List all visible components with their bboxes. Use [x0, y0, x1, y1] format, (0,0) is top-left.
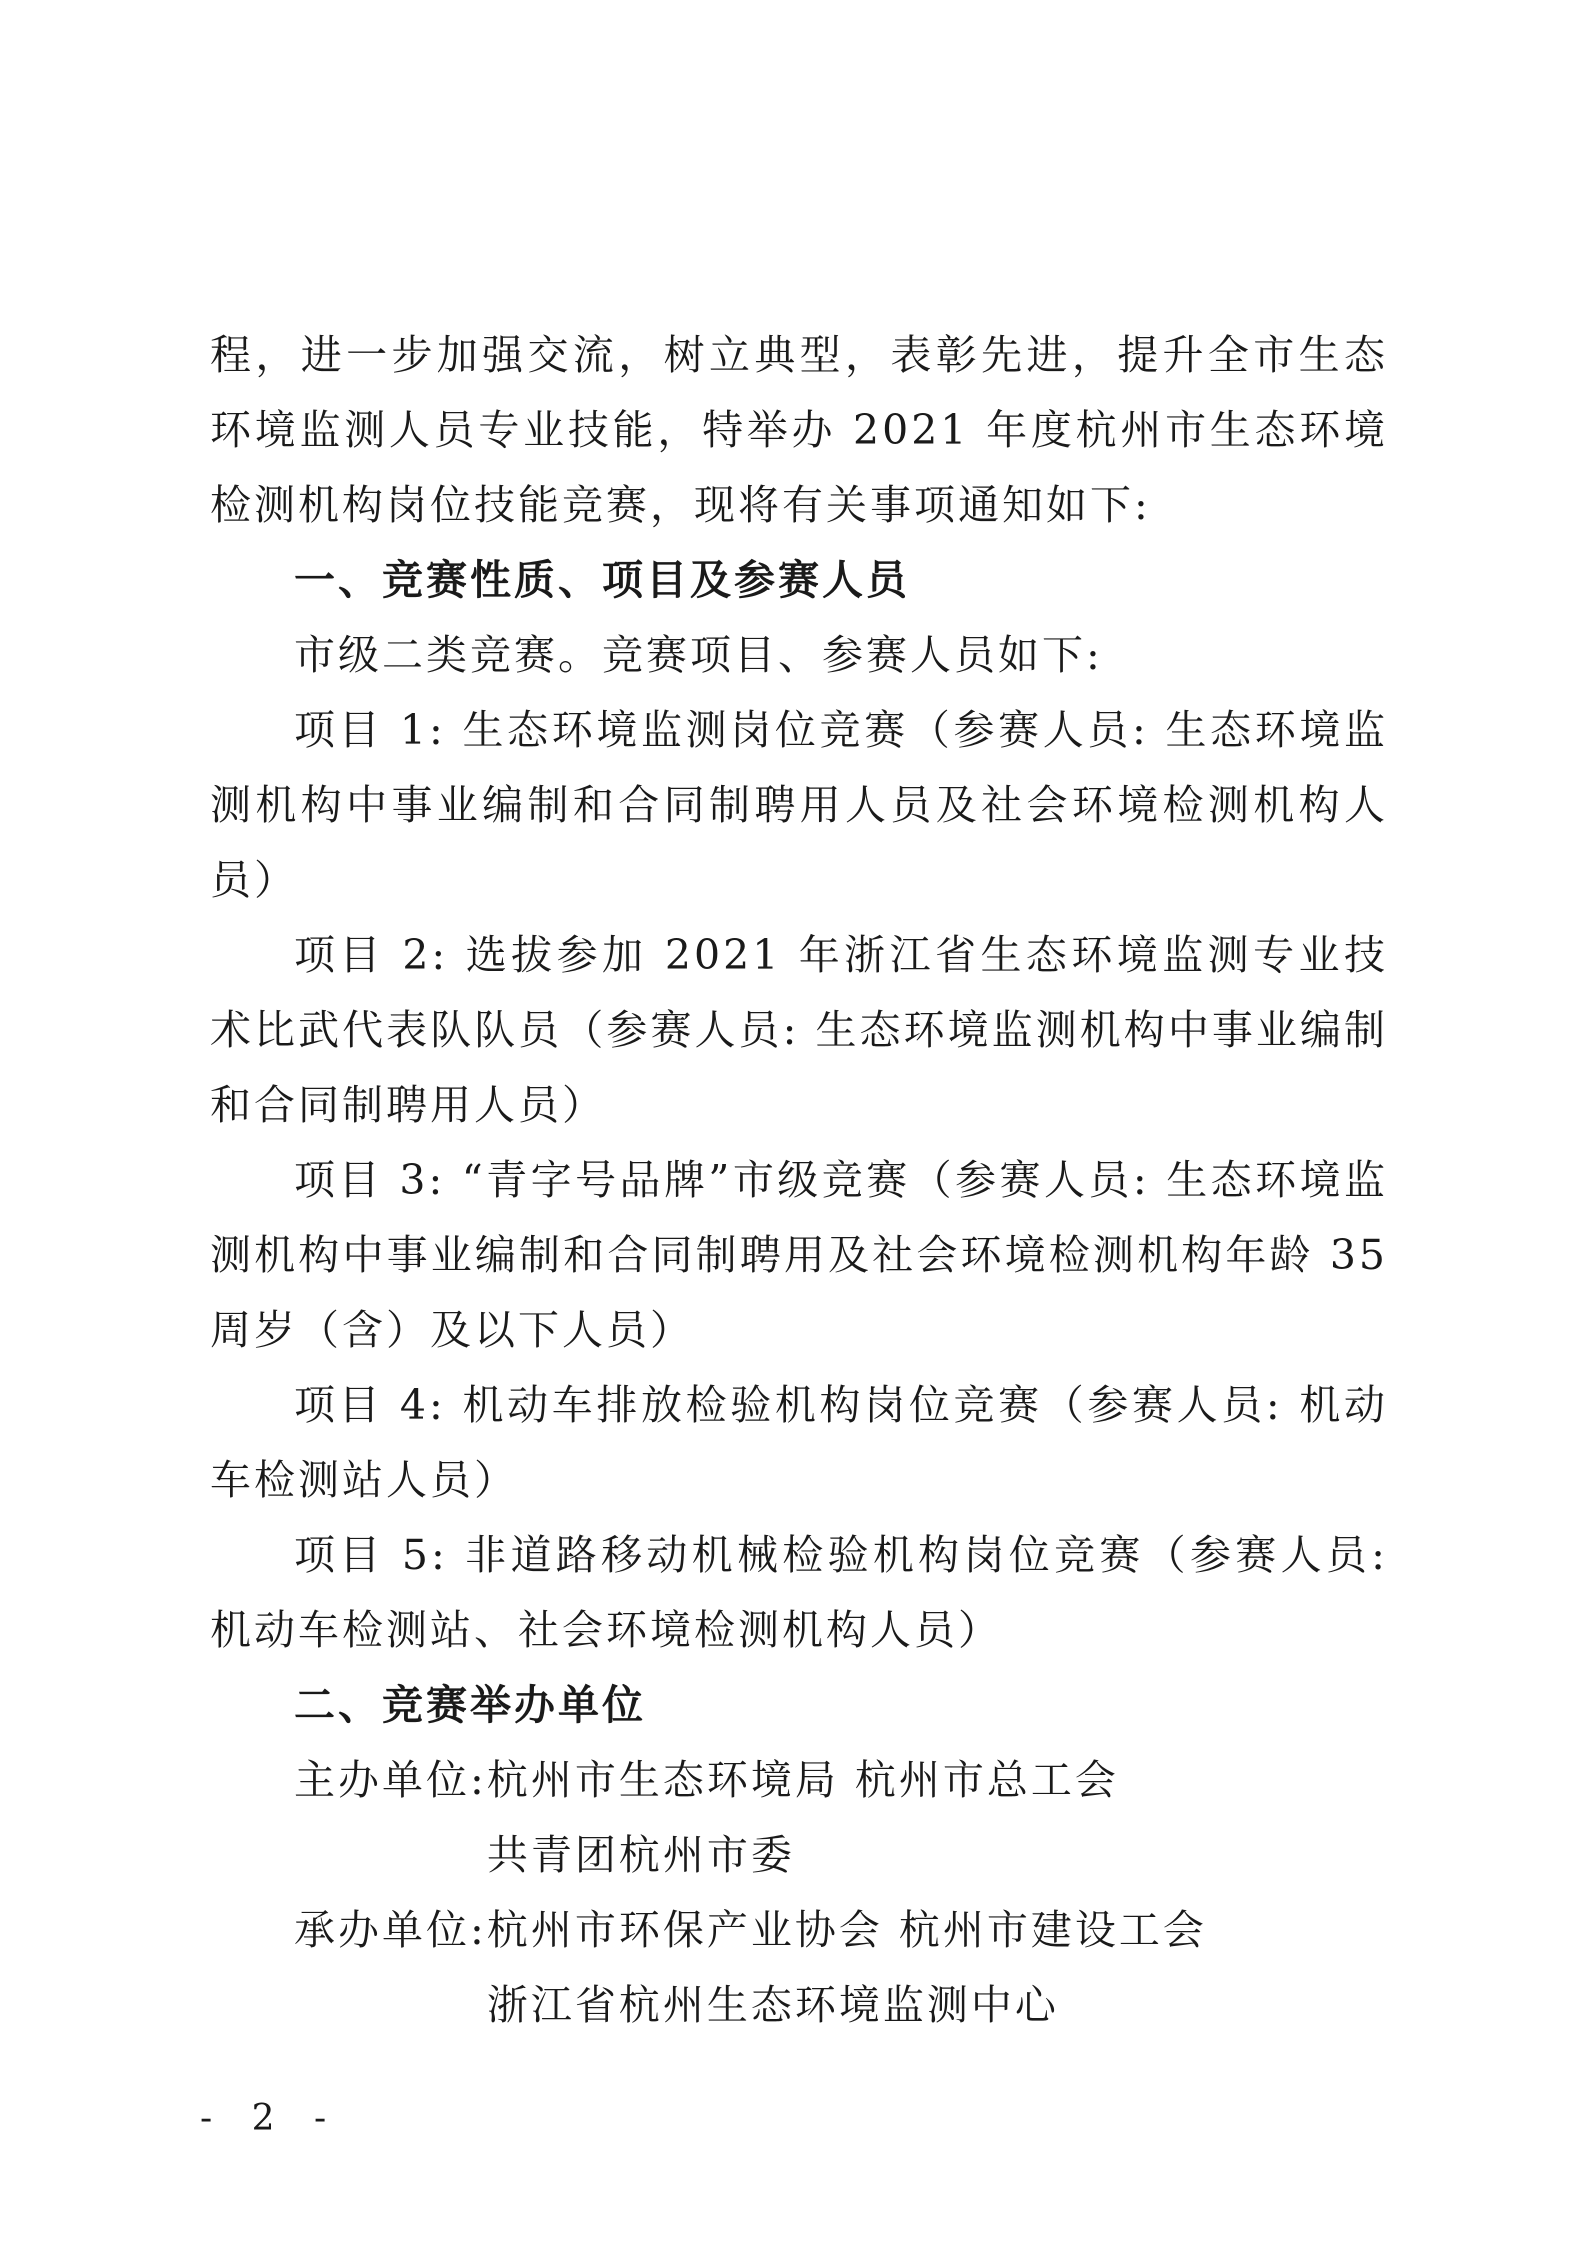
undertaker-organizer-row — [210, 1893, 1388, 2043]
section-heading-1: 一、竞赛性质、项目及参赛人员 — [294, 556, 910, 604]
host-organizer-list — [487, 1743, 1388, 1893]
host-organizer-row — [210, 1743, 1388, 1893]
undertaker-organizer-line-2: 浙江省杭州生态环境监测中心 — [486, 1981, 1059, 2029]
project-3-paragraph: 项目 3: “青字号品牌”市级竞赛（参赛人员: 生态环境监测机构中事业编制和合同制聘用及社会环境检测机构年龄 35 周岁（含）及以下人员） — [210, 1156, 1388, 1354]
host-organizer-line-2: 共青团杭州市委 — [486, 1831, 795, 1879]
undertaker-organizer-list — [487, 1893, 1388, 2043]
project-5-paragraph: 项目 5: 非道路移动机械检验机构岗位竞赛（参赛人员: 机动车检测站、社会环境检测机构人员） — [210, 1531, 1388, 1654]
host-organizer-line-1: 杭州市生态环境局 杭州市总工会 — [486, 1756, 1119, 1804]
undertaker-organizer-line-1: 杭州市环保产业协会 杭州市建设工会 — [486, 1906, 1207, 1954]
section1-lead-paragraph: 市级二类竞赛。竞赛项目、参赛人员如下: — [294, 631, 1103, 679]
section-heading-2: 二、竞赛举办单位 — [294, 1681, 646, 1729]
project-2-paragraph: 项目 2: 选拔参加 2021 年浙江省生态环境监测专业技术比武代表队队员（参赛人员: 生态环境监测机构中事业编制和合同制聘用人员） — [210, 931, 1388, 1129]
intro-paragraph: 程，进一步加强交流，树立典型，表彰先进，提升全市生态环境监测人员专业技能，特举办 2021 年度杭州市生态环境检测机构岗位技能竞赛，现将有关事项通知如下: — [210, 331, 1388, 529]
project-4-paragraph: 项目 4: 机动车排放检验机构岗位竞赛（参赛人员: 机动车检测站人员） — [210, 1381, 1388, 1504]
document-body — [210, 318, 1388, 2043]
host-organizer-label: 主办单位: — [294, 1756, 487, 1804]
page-number: - 2 - — [200, 2098, 341, 2139]
project-1-paragraph: 项目 1: 生态环境监测岗位竞赛（参赛人员: 生态环境监测机构中事业编制和合同制聘用人员及社会环境检测机构人员） — [210, 706, 1388, 904]
undertaker-organizer-label: 承办单位: — [294, 1906, 487, 1954]
